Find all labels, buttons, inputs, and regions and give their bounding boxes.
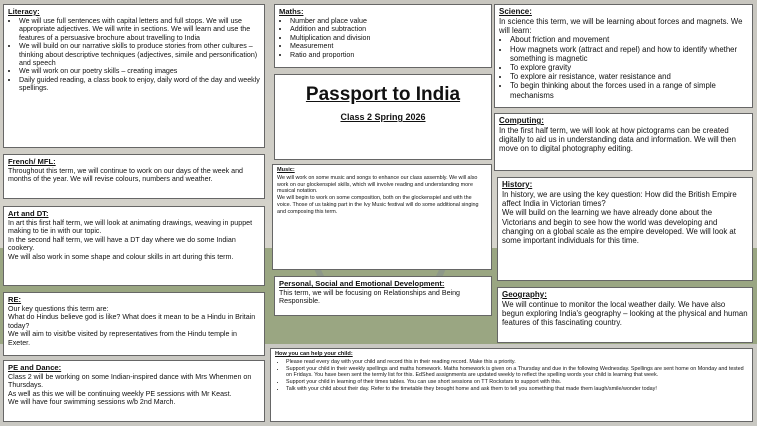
history-line: In history, we are using the key question: How did the British Empire affect India in Victorian times? xyxy=(502,190,737,209)
list-item: • To begin thinking about the forces used in a range of simple mechanisms xyxy=(510,81,748,99)
pshe-text: This term, we will be focusing on Relationships and Being Responsible. xyxy=(279,289,460,306)
literacy-heading: Literacy: xyxy=(8,7,40,16)
list-item: • To explore gravity xyxy=(510,63,748,72)
art-line: We will also work in some shape and colour skills in art during this term. xyxy=(8,252,234,261)
pshe-box xyxy=(274,276,492,316)
art-line: In art this first half term, we will look at animating drawings, weaving in puppet making to tie in with our topic. xyxy=(8,219,253,236)
art-heading: Art and DT: xyxy=(8,209,49,218)
science-heading: Science: xyxy=(499,7,532,16)
literacy-list xyxy=(8,17,260,93)
list-item: • Daily guided reading, a class book to enjoy, daily word of the day and weekly spellings. xyxy=(19,76,260,93)
re-heading: RE: xyxy=(8,295,22,304)
history-box xyxy=(497,177,753,281)
french-heading: French/ MFL: xyxy=(8,157,56,166)
art-line: In the second half term, we will have a DT day where we do some Indian cookery. xyxy=(8,235,236,253)
geography-box xyxy=(497,287,753,343)
re-line: We will aim to visit/be visited by representatives from the Hindu temple in Exeter. xyxy=(8,330,237,347)
pe-box xyxy=(3,360,265,422)
geography-text: We will continue to monitor the local weather daily. We have also begun exploring India's geography – looking at the physical and human features of this fascinating country. xyxy=(502,300,748,328)
music-heading: Music: xyxy=(277,167,295,173)
title-box xyxy=(274,74,492,160)
re-box xyxy=(3,292,265,356)
geography-heading: Geography: xyxy=(502,290,547,299)
computing-text: In the first half term, we will look at how pictograms can be created digitally to aid us in understanding data and information. We will then move on to digital photography editing. xyxy=(499,126,736,154)
list-item: • Number and place value xyxy=(290,17,487,25)
computing-box xyxy=(494,113,753,171)
list-item: • To explore air resistance, water resistance and xyxy=(510,72,748,81)
pe-line: Class 2 will be working on some Indian-inspired dance with Mrs Whenmen on Thursdays. xyxy=(8,373,252,390)
help-heading: How you can help your child: xyxy=(275,351,353,357)
re-line: What do Hindus believe god is like? What does it mean to be a Hindu in Britain today? xyxy=(8,313,256,330)
music-box xyxy=(272,164,492,270)
maths-list xyxy=(279,17,487,59)
pshe-heading: Personal, Social and Emotional Development: xyxy=(279,279,445,288)
list-item: • We will use full sentences with capital letters and full stops. We will use appropriate adjectives. We will write in sections. We will learn and use the features of a persuasive brochure about travelling to India xyxy=(19,17,260,42)
page-subtitle: Class 2 Spring 2026 xyxy=(340,112,426,122)
history-line: We will build on the learning we have already done about the Victorians and begin to see how the world was developing and changing on a global scale as the empire developed. We will look at some important individuals for this time. xyxy=(502,208,736,246)
science-intro: In science this term, we will be learning about forces and magnets. We will learn: xyxy=(499,17,743,36)
maths-box xyxy=(274,4,492,68)
pe-heading: PE and Dance: xyxy=(8,363,62,372)
history-heading: History: xyxy=(502,180,533,189)
list-item: • Support your child in learning of their times tables. You can use short sessions on TT Rockstars to support with this. xyxy=(286,379,748,386)
list-item: • Ratio and proportion xyxy=(290,51,487,59)
list-item: • We will build on our narrative skills to produce stories from other cultures – thinking about descriptive techniques (adjectives, simile and personification) and speech xyxy=(19,42,260,67)
french-box xyxy=(3,154,265,199)
literacy-box xyxy=(3,4,265,148)
science-box xyxy=(494,4,753,108)
pe-line: We will have four swimming sessions w/b 2nd March. xyxy=(8,398,176,407)
list-item: • Multiplication and division xyxy=(290,34,487,42)
music-line: We will work on some music and songs to enhance our class assembly. We will also work on our glockenspiel skills, which will involve reading and understanding more musical notation. xyxy=(277,175,478,195)
computing-heading: Computing: xyxy=(499,116,544,125)
music-line: We will begin to work on some composition, both on the glockenspiel and with the voice. Those of us taking part in the Ivy Music festival will do some additional singing and composing this term. xyxy=(277,195,479,215)
list-item: • We will work on our poetry skills – creating images xyxy=(19,67,260,75)
science-list xyxy=(499,35,748,99)
list-item: • Measurement xyxy=(290,42,487,50)
list-item: • Addition and subtraction xyxy=(290,25,487,33)
pe-line: As well as this we will be continuing weekly PE sessions with Mr Keast. xyxy=(8,389,232,398)
list-item: • Support your child in their weekly spellings and maths homework. Maths homework is given on a Thursday and due in the following Wednesday. Spellings are sent home on Monday and tested on Fridays. You have been sent the termly list for this. EdShed assignments are updated weekly to reflect the spelling words your child is learning that week. xyxy=(286,366,748,379)
list-item: • How magnets work (attract and repel) and how to identify whether something is magnetic xyxy=(510,45,748,63)
list-item: • About friction and movement xyxy=(510,35,748,44)
page-title: Passport to India xyxy=(305,84,461,105)
re-line: Our key questions this term are: xyxy=(8,305,109,313)
list-item: • Please read every day with your child and record this in their reading record. Make this a priority. xyxy=(286,359,748,366)
art-box xyxy=(3,206,265,286)
help-box xyxy=(270,348,753,422)
help-list xyxy=(275,359,748,393)
maths-heading: Maths: xyxy=(279,7,304,16)
french-text: Throughout this term, we will continue to work on our days of the week and months of the year. We will revise colours, numbers and weather. xyxy=(8,167,244,184)
list-item: • Talk with your child about their day. Refer to the timetable they brought home and ask them to tell you something that made them laugh/smile/wonder today! xyxy=(286,386,748,393)
